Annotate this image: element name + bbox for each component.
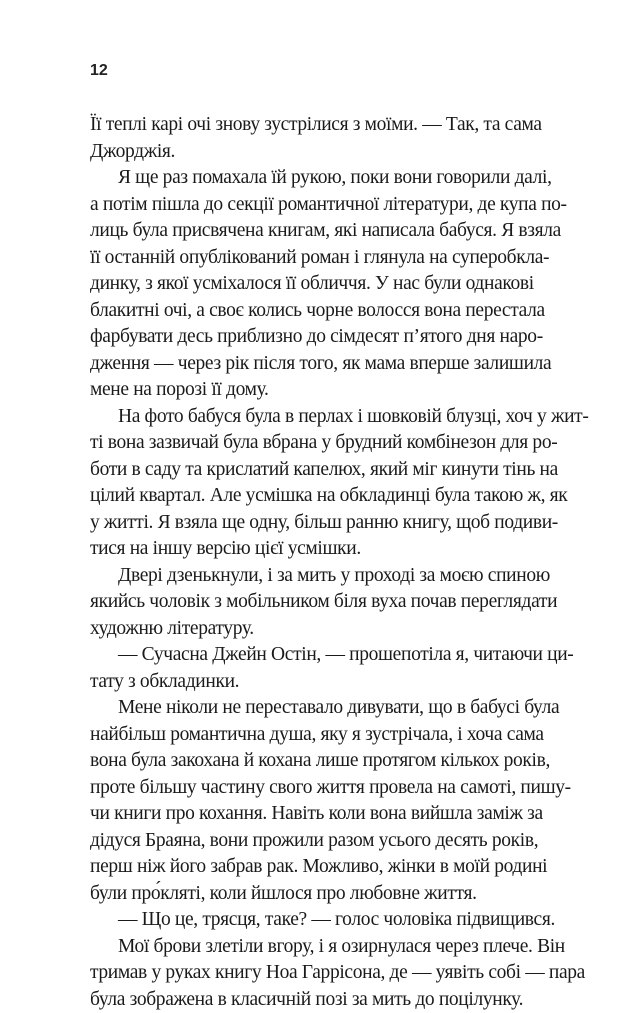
text-line: дідуся Браяна, вони прожили разом усього десять років, [90,828,532,855]
text-line: чи книги про кохання. Навіть коли вона вийшла заміж за [90,801,532,828]
text-line: тися на іншу версію цієї усмішки. [90,536,532,563]
text-line: динку, з якої усміхалося її обличчя. У нас були однакові [90,271,532,298]
text-line: перш ніж його забрав рак. Можливо, жінки в моїй родині [90,854,532,881]
text-line: найбільш романтична душа, яку я зустрічала, і хоча сама [90,722,532,749]
text-line: були про́кляті, коли йшлося про любовне життя. [90,881,532,908]
text-line: лиць була присвячена книгам, які написала бабуся. Я взяла [90,218,532,245]
text-line: боти в саду та крислатий капелюх, який міг кинути тінь на [90,457,532,484]
text-line: дження — через рік після того, як мама вперше залишила [90,351,532,378]
text-line: була зображена в класичній позі за мить до поцілунку. [90,987,532,1013]
text-line: На фото бабуся була в перлах і шовковій блузці, хоч у жит- [90,404,532,431]
text-line: — Сучасна Джейн Остін, — прошепотіла я, читаючи ци- [90,642,532,669]
text-line: Її теплі карі очі знову зустрілися з моїми. — Так, та сама [90,112,532,139]
text-line: Мої брови злетіли вгору, і я озирнулася через плече. Він [90,934,532,961]
text-line: блакитні очі, а своє колись чорне волосся вона перестала [90,298,532,325]
page-number: 12 [90,62,108,80]
text-line: цілий квартал. Але усмішка на обкладинці була такою ж, як [90,483,532,510]
body-text [90,112,532,1013]
text-line: — Що це, трясця, таке? — голос чоловіка підвищився. [90,907,532,934]
text-line: Я ще раз помахала їй рукою, поки вони говорили далі, [90,165,532,192]
text-line: ті вона зазвичай була вбрана у брудний комбінезон для ро- [90,430,532,457]
text-line: а потім пішла до секції романтичної літератури, де купа по- [90,192,532,219]
text-line: Мене ніколи не переставало дивувати, що в бабусі була [90,695,532,722]
text-line: художню літературу. [90,616,532,643]
text-line: мене на порозі її дому. [90,377,532,404]
text-line: її останній опублікований роман і глянула на суперобкла- [90,245,532,272]
text-line: у житті. Я взяла ще одну, більш ранню книгу, щоб подиви- [90,510,532,537]
text-line: фарбувати десь приблизно до сімдесят п’ятого дня наро- [90,324,532,351]
text-line: Двері дзенькнули, і за мить у проході за моєю спиною [90,563,532,590]
text-line: проте більшу частину свого життя провела на самоті, пишу- [90,775,532,802]
text-line: тримав у руках книгу Ноа Гаррісона, де — уявіть собі — пара [90,960,532,987]
text-line: тату з обкладинки. [90,669,532,696]
text-line: якийсь чоловік з мобільником біля вуха почав переглядати [90,589,532,616]
text-line: Джорджія. [90,139,532,166]
text-line: вона була закохана й кохана лише протягом кількох років, [90,748,532,775]
